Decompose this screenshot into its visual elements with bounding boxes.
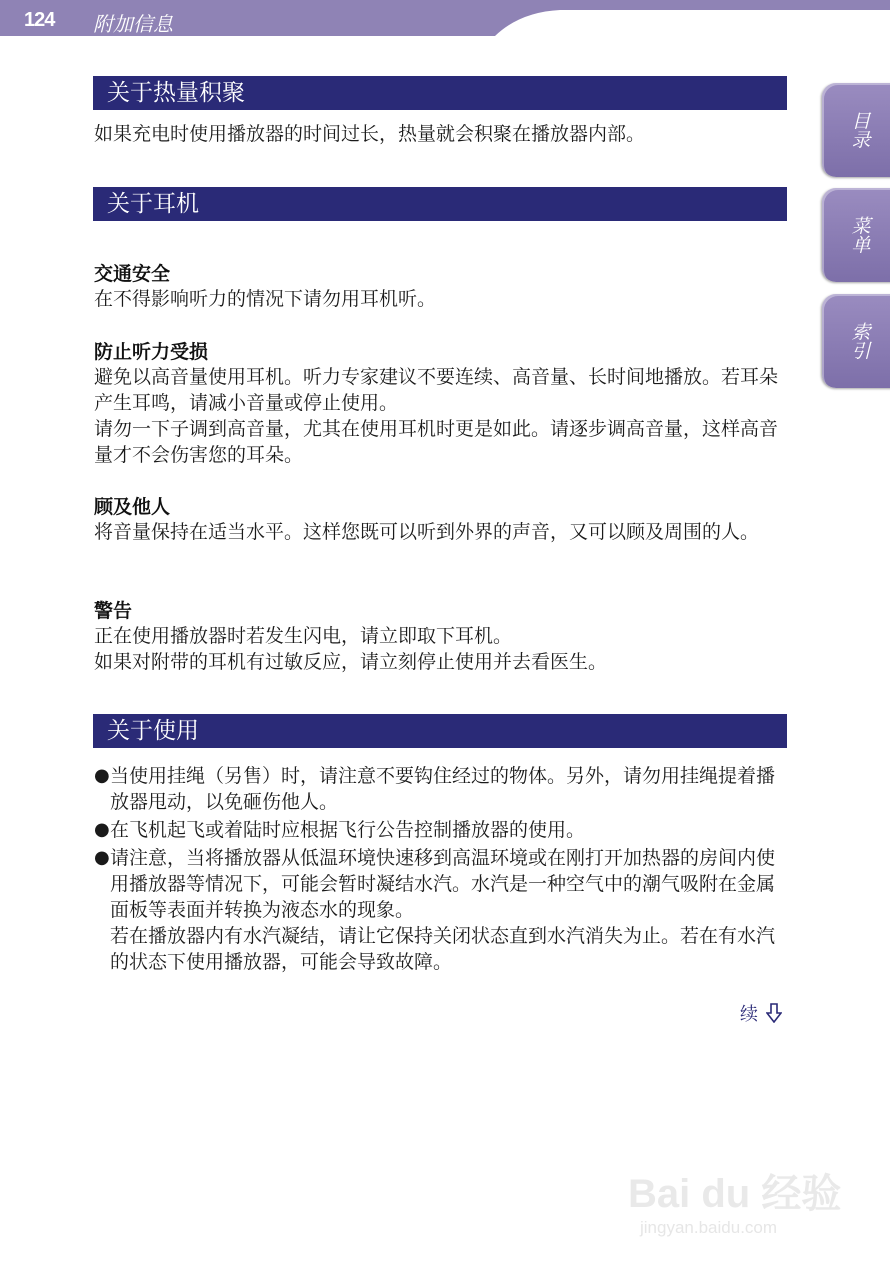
list-item-text: 若在播放器内有水汽凝结，请让它保持关闭状态直到水汽消失为止。若在有水汽的状态下使用播放器，可能会导致故障。 [110, 925, 776, 973]
tab-index[interactable] [822, 294, 890, 388]
bullet-icon: ● [94, 847, 110, 868]
watermark [628, 1140, 848, 1250]
arrow-down-icon [766, 1003, 782, 1023]
hearing-text-1: 避免以高音量使用耳机。听力专家建议不要连续、高音量、长时间地播放。若耳朵产生耳鸣，请减小音量或停止使用。 [94, 366, 779, 414]
warning-text-2: 如果对附带的耳机有过敏反应，请立刻停止使用并去看医生。 [94, 651, 608, 673]
list-item [94, 817, 788, 843]
page-number: 124 [24, 9, 55, 31]
list-item-text: 请注意，当将播放器从低温环境快速移到高温环境或在刚打开加热器的房间内使用播放器等情况下，可能会暂时凝结水汽。水汽是一种空气中的潮气吸附在金属面板等表面并转换为液态水的现象。 [110, 847, 776, 921]
traffic-text: 在不得影响听力的情况下请勿用耳机听。 [94, 288, 437, 310]
subheading-traffic: 交通安全 [94, 263, 171, 285]
bullet-icon: ● [94, 819, 110, 840]
subheading-others: 顾及他人 [94, 496, 171, 518]
heat-text: 如果充电时使用播放器的时间过长，热量就会积聚在播放器内部。 [94, 123, 646, 145]
tab-toc-label: 目录 [848, 111, 871, 149]
tab-toc[interactable] [822, 83, 890, 177]
continue-label: 续 [740, 1004, 758, 1025]
section-heading-usage: 关于使用 [93, 714, 787, 748]
tab-menu-label: 菜单 [848, 216, 871, 254]
warning-text-1: 正在使用播放器时若发生闪电，请立即取下耳机。 [94, 625, 513, 647]
usage-list [94, 763, 788, 977]
subheading-hearing: 防止听力受损 [94, 341, 209, 363]
list-item [94, 763, 788, 815]
tab-index-label: 索引 [848, 322, 871, 360]
hearing-text-2: 请勿一下子调到高音量，尤其在使用耳机时更是如此。请逐步调高音量，这样高音量才不会伤害您的耳朵。 [94, 418, 779, 466]
list-item-text: 在飞机起飞或着陆时应根据飞行公告控制播放器的使用。 [110, 819, 586, 841]
section-heading-headphones: 关于耳机 [93, 187, 787, 221]
header-title: 附加信息 [93, 12, 173, 36]
section-heading-heat: 关于热量积聚 [93, 76, 787, 110]
tab-menu[interactable] [822, 188, 890, 282]
bullet-icon: ● [94, 765, 110, 786]
list-item-text: 当使用挂绳（另售）时，请注意不要钩住经过的物体。另外，请勿用挂绳提着播放器甩动，以免砸伤他人。 [110, 765, 776, 813]
page-header [0, 0, 890, 40]
continue-link[interactable] [740, 1000, 782, 1026]
others-text: 将音量保持在适当水平。这样您既可以听到外界的声音，又可以顾及周围的人。 [94, 521, 760, 543]
list-item [94, 845, 788, 975]
watermark-url: jingyan.baidu.com [640, 1218, 778, 1237]
watermark-logo: Bai du 经验 [628, 1172, 842, 1216]
subheading-warning: 警告 [94, 600, 133, 622]
